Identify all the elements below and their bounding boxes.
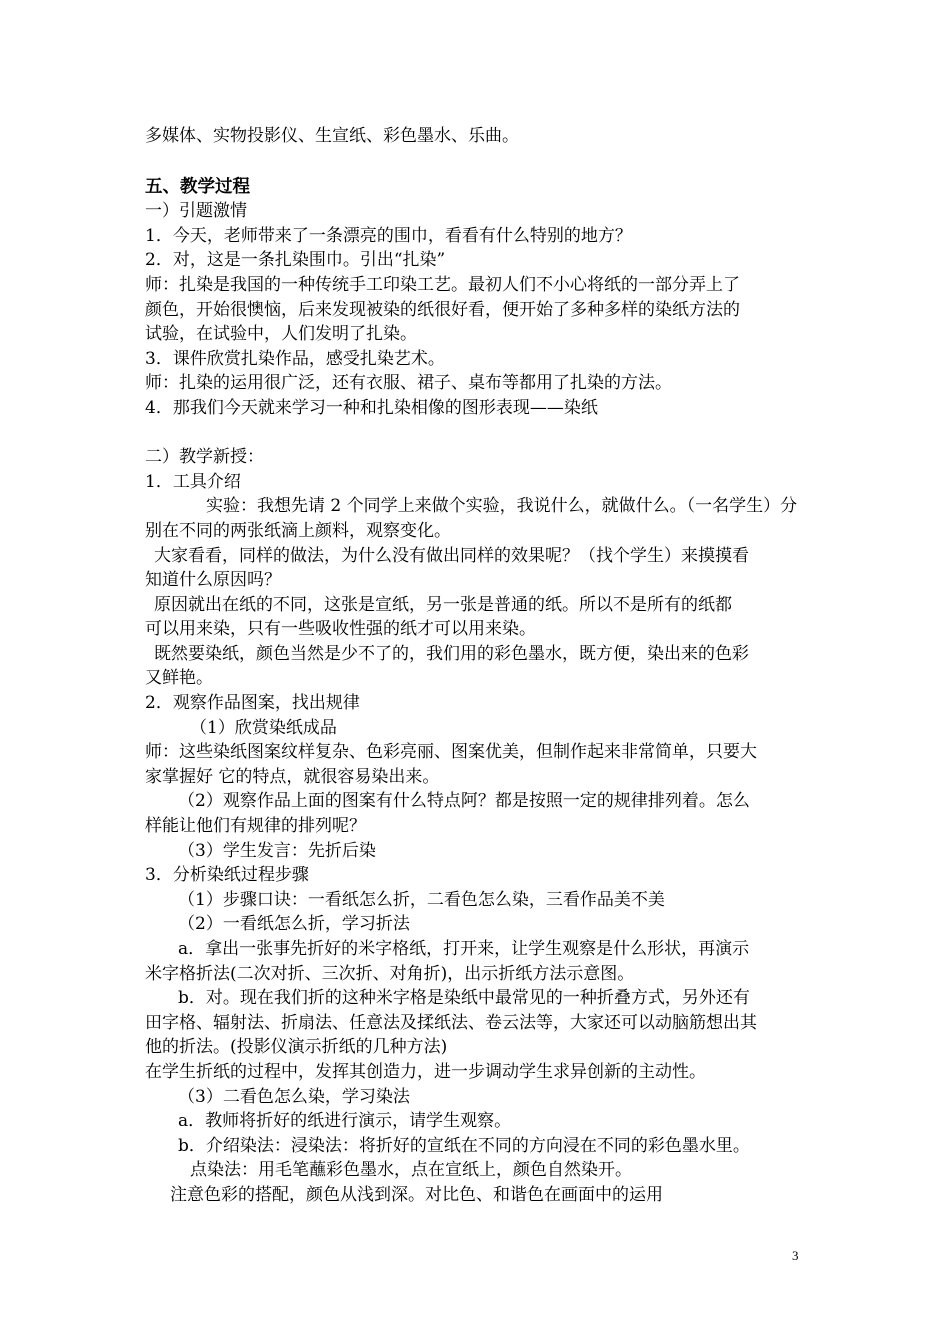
part2-line: （1）欣赏染纸成品	[190, 717, 337, 738]
part2-line: a．拿出一张事先折好的米字格纸，打开来，让学生观察是什么形状，再演示	[178, 939, 750, 959]
part1-line: 师：扎染的运用很广泛，还有衣服、裙子、桌布等都用了扎染的方法。	[145, 373, 672, 394]
part2-line: 他的折法。(投影仪演示折纸的几种方法)	[145, 1037, 448, 1058]
part1-line: 颜色，开始很懊恼，后来发现被染的纸很好看，便开始了多种多样的染纸方法的	[145, 299, 740, 320]
part2-line: 米字格折法(二次对折、三次折、对角折)，出示折纸方法示意图。	[145, 963, 635, 984]
part1-line: 1．今天，老师带来了一条漂亮的围巾，看看有什么特别的地方？	[145, 225, 632, 246]
part2-line: 3．分析染纸过程步骤	[145, 865, 309, 886]
page-number: 3	[792, 1248, 799, 1263]
part2-title: 二）教学新授：	[145, 447, 264, 468]
part1-line: 3．课件欣赏扎染作品，感受扎染艺术。	[145, 348, 445, 369]
part2-line: 实验：我想先请 2 个同学上来做个实验，我说什么，就做什么。（一名学生）分	[206, 496, 798, 517]
part2-line: （3）二看色怎么染，学习染法	[178, 1086, 410, 1107]
part2-line: b．介绍染法：浸染法：将折好的宣纸在不同的方向浸在不同的彩色墨水里。	[178, 1135, 750, 1156]
part2-line: 田字格、辐射法、折扇法、任意法及揉纸法、卷云法等，大家还可以动脑筋想出其	[145, 1012, 757, 1033]
part2-line: 大家看看，同样的做法，为什么没有做出同样的效果呢？（找个学生）来摸摸看	[154, 545, 749, 566]
part2-line: 可以用来染，只有一些吸收性强的纸才可以用来染。	[145, 619, 536, 640]
part2-line: 又鲜艳。	[145, 668, 213, 689]
section-title: 五、教学过程	[145, 176, 250, 197]
part2-line: 1．工具介绍	[145, 471, 241, 492]
part1-line: 试验，在试验中，人们发明了扎染。	[145, 324, 417, 345]
part2-line: 既然要染纸，颜色当然是少不了的，我们用的彩色墨水，既方便，染出来的色彩	[154, 643, 749, 664]
materials-line: 多媒体、实物投影仪、生宣纸、彩色墨水、乐曲。	[145, 126, 519, 146]
part2-line: 师：这些染纸图案纹样复杂、色彩亮丽、图案优美，但制作起来非常简单，只要大	[145, 742, 757, 763]
spacer	[145, 421, 813, 446]
part2-line: 注意色彩的搭配，颜色从浅到深。对比色、和谐色在画面中的运用	[170, 1184, 663, 1205]
part2-line: 2．观察作品图案，找出规律	[145, 693, 360, 714]
part2-line: 家掌握好 它的特点，就很容易染出来。	[145, 766, 440, 787]
part2-line: 知道什么原因吗？	[145, 570, 281, 591]
part2-line: a．教师将折好的纸进行演示，请学生观察。	[178, 1111, 512, 1132]
part2-line: 样能让他们有规律的排列呢？	[145, 816, 366, 837]
part2-line: （1）步骤口诀：一看纸怎么折，二看色怎么染，三看作品美不美	[178, 889, 665, 910]
part2-line: 在学生折纸的过程中，发挥其创造力，进一步调动学生求异创新的主动性。	[145, 1061, 706, 1082]
part2-line: 点染法：用毛笔蘸彩色墨水，点在宣纸上，颜色自然染开。	[190, 1160, 632, 1181]
document-body	[145, 124, 813, 1208]
part1-title: 一）引题激情	[145, 201, 247, 222]
part1-line: 师：扎染是我国的一种传统手工印染工艺。最初人们不小心将纸的一部分弄上了	[145, 274, 740, 295]
part2-line: 原因就出在纸的不同，这张是宣纸，另一张是普通的纸。所以不是所有的纸都	[154, 594, 732, 615]
part2-line: （2）一看纸怎么折，学习折法	[178, 914, 410, 935]
part1-line: 4．那我们今天就来学习一种和扎染相像的图形表现——染纸	[145, 397, 598, 418]
part2-line: （3）学生发言：先折后染	[178, 840, 376, 861]
spacer	[145, 149, 813, 175]
part2-line: 别在不同的两张纸滴上颜料，观察变化。	[145, 520, 451, 541]
part1-line: 2．对，这是一条扎染围巾。引出“扎染”	[145, 250, 446, 271]
part2-line: （2）观察作品上面的图案有什么特点阿？都是按照一定的规律排列着。怎么	[178, 791, 750, 812]
part2-line: b．对。现在我们折的这种米字格是染纸中最常见的一种折叠方式，另外还有	[178, 988, 750, 1009]
